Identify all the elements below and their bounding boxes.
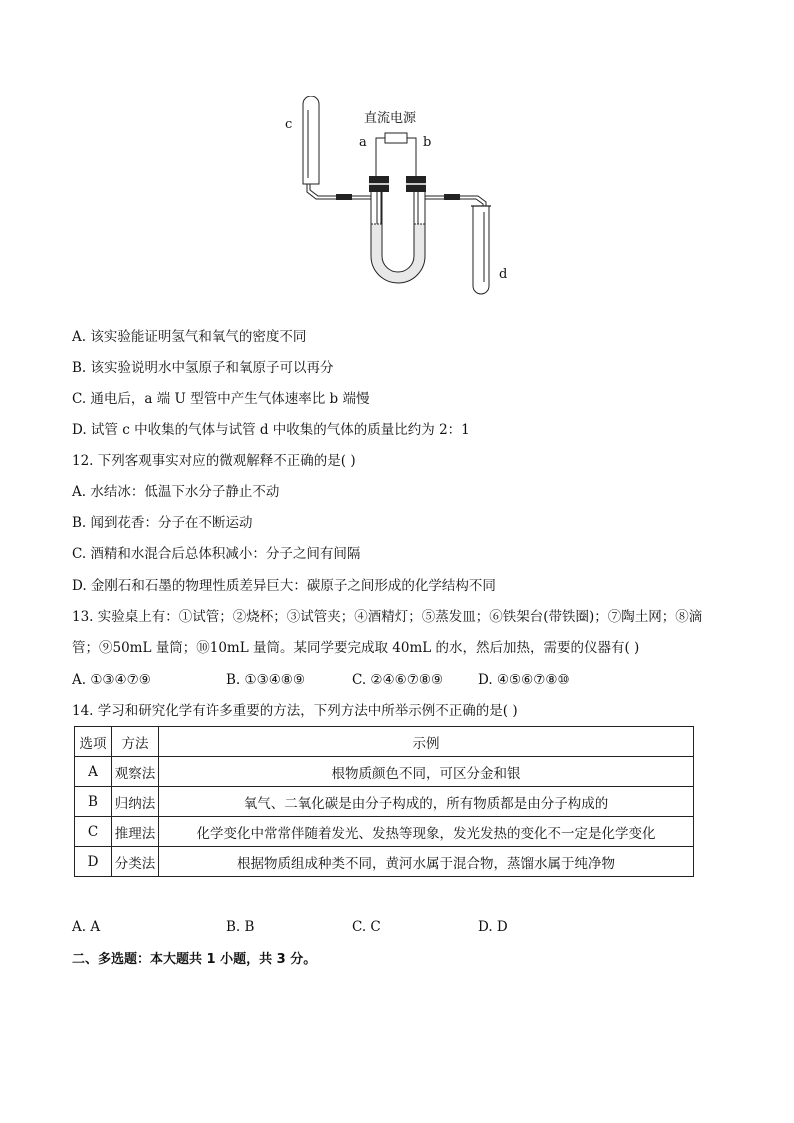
q14-option-a: A. A <box>72 919 101 935</box>
u-tube-water <box>371 224 425 283</box>
q12-option-a: A. 水结冰：低温下水分子静止不动 <box>72 484 280 500</box>
q12-option-b: B. 闻到花香：分子在不断运动 <box>72 515 253 531</box>
methods-table <box>74 726 694 877</box>
test-tube-c <box>303 96 319 184</box>
electrode-label-b: b <box>423 135 432 150</box>
q12-option-c: C. 酒精和水混合后总体积减小：分子之间有间隔 <box>72 546 361 562</box>
power-source-label: 直流电源 <box>364 111 417 126</box>
q13-option-a: A. ①③④⑦⑨ <box>72 672 151 688</box>
q13-stem-line2: 管；⑨50mL 量筒；⑩10mL 量筒。某同学要完成取 40mL 的水，然后加热，需要的仪器有( ) <box>72 640 640 656</box>
q13-options <box>72 670 712 690</box>
table-cell: 氧气、二氧化碳是由分子构成的，所有物质都是由分子构成的 <box>159 787 694 817</box>
power-source-box <box>385 133 407 143</box>
wire-a <box>376 138 385 176</box>
table-row <box>75 817 694 847</box>
table-header-cell: 选项 <box>75 727 112 757</box>
q13-option-d: D. ④⑤⑥⑦⑧⑩ <box>478 672 570 688</box>
table-cell: B <box>75 787 112 817</box>
wire-b <box>407 138 416 176</box>
electrode-label-a: a <box>359 135 367 150</box>
section-title: 二、多选题：本大题共 1 小题，共 3 分。 <box>72 952 317 967</box>
tube-label-d: d <box>499 267 508 282</box>
q14-option-b: B. B <box>226 919 255 935</box>
table-cell: 根物质颜色不同，可区分金和银 <box>159 757 694 787</box>
table-header-cell: 示例 <box>159 727 694 757</box>
q14-stem: 14. 学习和研究化学有许多重要的方法，下列方法中所举示例不正确的是( ) <box>72 703 518 719</box>
tube-label-c: c <box>285 117 293 132</box>
q11-option-c: C. 通电后，a 端 U 型管中产生气体速率比 b 端慢 <box>72 391 370 407</box>
q14-option-d: D. D <box>478 919 508 935</box>
table-cell: D <box>75 847 112 877</box>
q11-option-b: B. 该实验说明水中氢原子和氧原子可以再分 <box>72 360 334 376</box>
table-cell: 分类法 <box>112 847 159 877</box>
q11-option-d: D. 试管 c 中收集的气体与试管 d 中收集的气体的质量比约为 2：1 <box>72 422 470 438</box>
table-header-row <box>75 727 694 757</box>
table-row <box>75 847 694 877</box>
table-cell: 观察法 <box>112 757 159 787</box>
table-row <box>75 787 694 817</box>
table-cell: 归纳法 <box>112 787 159 817</box>
table-row <box>75 757 694 787</box>
q13-option-c: C. ②④⑥⑦⑧⑨ <box>352 672 444 688</box>
q13-stem-line1: 13. 实验桌上有：①试管；②烧杯；③试管夹；④酒精灯；⑤蒸发皿；⑥铁架台(带铁圈)；⑦陶土网；⑧滴 <box>72 609 703 625</box>
q14-options <box>72 917 712 937</box>
table-header-cell: 方法 <box>112 727 159 757</box>
q12-option-d: D. 金刚石和石墨的物理性质差异巨大：碳原子之间形成的化学结构不同 <box>72 578 496 594</box>
q13-option-b: B. ①③④⑧⑨ <box>226 672 306 688</box>
table-cell: C <box>75 817 112 847</box>
electrolysis-apparatus-diagram <box>270 96 530 301</box>
q12-stem: 12. 下列客观事实对应的微观解释不正确的是( ) <box>72 453 356 469</box>
table-cell: A <box>75 757 112 787</box>
table-cell: 化学变化中常常伴随着发光、发热等现象，发光发热的变化不一定是化学变化 <box>159 817 694 847</box>
table-cell: 推理法 <box>112 817 159 847</box>
test-tube-d <box>473 206 489 294</box>
table-cell: 根据物质组成种类不同，黄河水属于混合物，蒸馏水属于纯净物 <box>159 847 694 877</box>
q11-option-a: A. 该实验能证明氢气和氧气的密度不同 <box>72 329 307 345</box>
q14-option-c: C. C <box>352 919 381 935</box>
